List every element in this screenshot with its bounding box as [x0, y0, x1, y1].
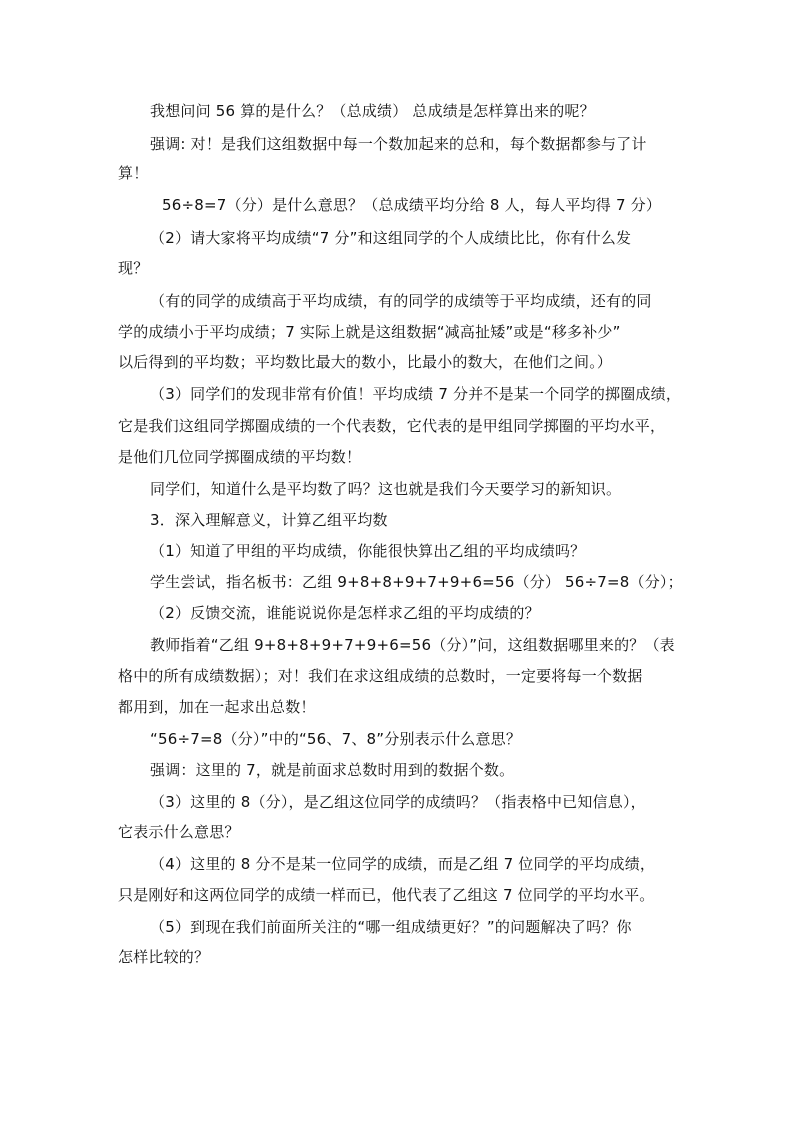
text-line: （3）同学们的发现非常有价值！平均成绩 7 分并不是某一个同学的掷圈成绩， [150, 385, 682, 403]
text-line: 它是我们这组同学掷圈成绩的一个代表数，它代表的是甲组同学掷圈的平均水平， [118, 417, 666, 435]
text-line: 学的成绩小于平均成绩；7 实际上就是这组数据“减高扯矮”或是“移多补少” [118, 323, 621, 341]
text-line: （2）请大家将平均成绩“7 分”和这组同学的个人成绩比比，你有什么发 [150, 229, 632, 247]
text-line: 教师指着“乙组 9+8+8+9+7+9+6=56（分）”问，这组数据哪里来的？（表 [150, 636, 675, 654]
text-line: 都用到，加在一起求出总数！ [118, 698, 316, 716]
text-line: 强调: 对！是我们这组数据中每一个数加起来的总和，每个数据都参与了计 [150, 135, 647, 153]
text-line: 同学们，知道什么是平均数了吗？这也就是我们今天要学习的新知识。 [150, 480, 622, 498]
text-line: 以后得到的平均数；平均数比最大的数小，比最小的数大，在他们之间。） [118, 353, 613, 371]
text-line: 怎样比较的？ [118, 948, 210, 966]
text-line: 格中的所有成绩数据）；对！我们在求这组成绩的总数时，一定要将每一个数据 [118, 667, 643, 685]
section-heading: 3．深入理解意义，计算乙组平均数 [150, 511, 388, 529]
text-line: 它表示什么意思？ [118, 823, 240, 841]
text-line: （4）这里的 8 分不是某一位同学的成绩，而是乙组 7 位同学的平均成绩， [150, 855, 656, 873]
text-line: 现？ [118, 259, 149, 277]
text-line: 强调：这里的 7，就是前面求总数时用到的数据个数。 [150, 761, 515, 779]
text-line: 只是刚好和这两位同学的成绩一样而已，他代表了乙组这 7 位同学的平均水平。 [118, 886, 655, 904]
text-line: （2）反馈交流，谁能说说你是怎样求乙组的平均成绩的？ [150, 604, 540, 622]
text-line: 56÷8=7（分）是什么意思？（总成绩平均分给 8 人，每人平均得 7 分） [162, 196, 662, 214]
text-line: “56÷7=8（分）”中的“56、7、8”分别表示什么意思？ [150, 730, 522, 748]
text-line: （3）这里的 8（分），是乙组这位同学的成绩吗？（指表格中已知信息）， [150, 793, 646, 811]
text-line: 我想问问 56 算的是什么？（总成绩） 总成绩是怎样算出来的呢？ [150, 102, 595, 120]
text-line: 是他们几位同学掷圈成绩的平均数！ [118, 448, 362, 466]
text-line: （1）知道了甲组的平均成绩，你能很快算出乙组的平均成绩吗？ [150, 542, 586, 560]
text-line: （5）到现在我们前面所关注的“哪一组成绩更好？”的问题解决了吗？你 [150, 918, 632, 936]
text-line: （有的同学的成绩高于平均成绩，有的同学的成绩等于平均成绩，还有的同 [150, 292, 652, 310]
text-line: 算！ [118, 164, 149, 182]
text-line: 学生尝试，指名板书：乙组 9+8+8+9+7+9+6=56（分） 56÷7=8（分）； [150, 573, 683, 591]
